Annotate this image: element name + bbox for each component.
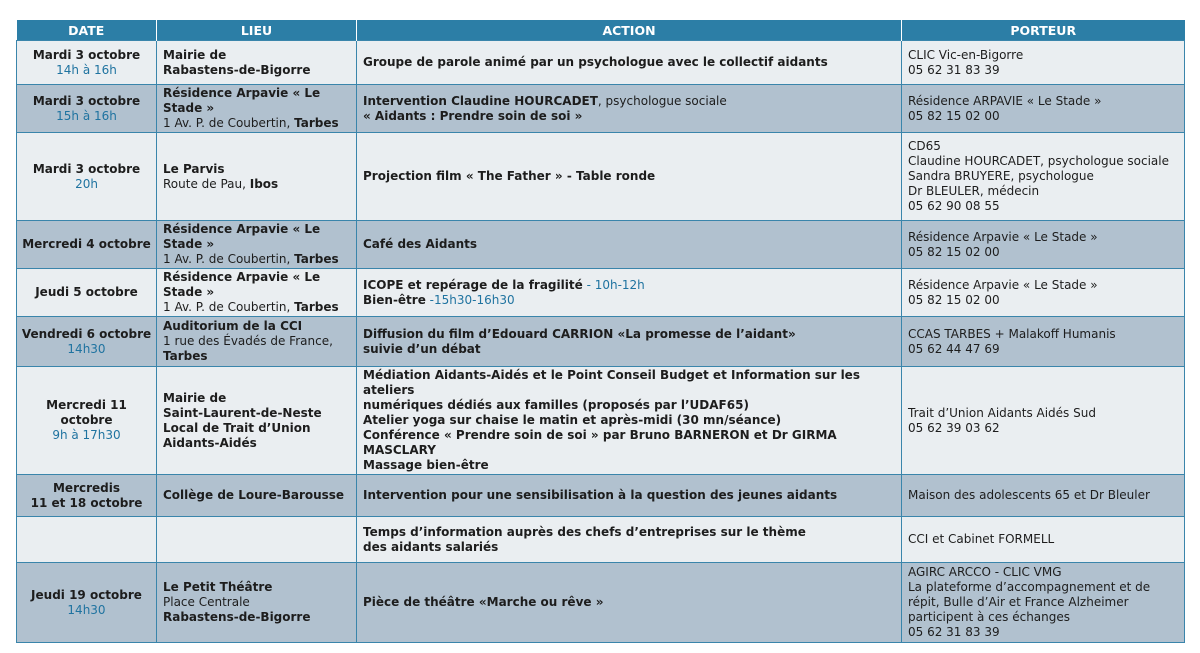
porteur-line: Résidence ARPAVIE « Le Stade »: [908, 93, 1102, 108]
action-text: numériques dédiés aux familles (proposés par l’UDAF65): [363, 398, 749, 412]
lieu-line: [163, 48, 350, 63]
action-line: [363, 413, 895, 428]
action-line: [363, 94, 895, 109]
table-row: [17, 367, 1185, 475]
action-line: [363, 109, 895, 124]
header-date: DATE: [17, 20, 157, 41]
action-text-normal: , psychologue sociale: [597, 93, 727, 108]
porteur-line: 05 82 15 02 00: [908, 108, 1000, 123]
table-header-row: [17, 20, 1185, 41]
lieu-text-bold: Tarbes: [294, 300, 339, 314]
action-line: [363, 428, 895, 458]
date-text: Mardi 3 octobre: [32, 161, 141, 176]
date-text: Mercredis: [52, 480, 120, 495]
lieu-line: [163, 270, 350, 300]
date-cell: [17, 269, 157, 317]
date-cell: [17, 317, 157, 367]
lieu-line: [163, 252, 350, 267]
porteur-line: 05 62 44 47 69: [908, 341, 1000, 356]
lieu-text-bold: Local de Trait d’Union: [163, 420, 311, 435]
date-cell: [17, 367, 157, 475]
porteur-line: Maison des adolescents 65 et Dr Bleuler: [908, 488, 1150, 502]
lieu-line: [163, 391, 350, 406]
time-text: 9h à 17h30: [52, 428, 121, 442]
action-line: [363, 525, 895, 540]
table-row: [17, 221, 1185, 269]
action-line: [363, 488, 895, 503]
porteur-cell: [902, 517, 1185, 563]
lieu-line: [163, 349, 350, 364]
date-cell: [17, 517, 157, 563]
lieu-text-bold: Tarbes: [294, 116, 339, 130]
action-text: Intervention Claudine HOURCADET: [363, 93, 598, 108]
porteur-cell: [902, 367, 1185, 475]
porteur-cell: [902, 317, 1185, 367]
lieu-text-bold: Ibos: [249, 176, 279, 191]
porteur-line: Dr BLEULER, médecin: [908, 184, 1040, 198]
action-cell: [357, 269, 902, 317]
porteur-cell: [902, 269, 1185, 317]
date-text: Vendredi 6 octobre: [21, 326, 152, 341]
action-cell: [357, 517, 902, 563]
action-line: [363, 458, 895, 473]
lieu-cell: [157, 367, 357, 475]
action-line: [363, 278, 895, 293]
action-text: Groupe de parole animé par un psychologue avec le collectif aidants: [363, 55, 828, 69]
table-row: [17, 41, 1185, 85]
action-line: [363, 368, 895, 398]
lieu-cell: [157, 85, 357, 133]
time-text: 14h30: [67, 341, 106, 356]
action-line: [363, 342, 895, 357]
action-text: Atelier yoga sur chaise le matin et après-midi (30 mn/séance): [363, 413, 782, 427]
porteur-line: 05 62 31 83 39: [908, 625, 1000, 639]
porteur-cell: [902, 563, 1185, 643]
lieu-cell: [157, 517, 357, 563]
porteur-line: AGIRC ARCCO - CLIC VMG: [908, 565, 1062, 579]
action-text: Pièce de théâtre «Marche ou rêve »: [363, 595, 604, 609]
porteur-cell: [902, 133, 1185, 221]
schedule-table: [16, 20, 1185, 643]
action-text: des aidants salariés: [363, 539, 499, 554]
porteur-line: Claudine HOURCADET, psychologue sociale: [908, 154, 1169, 168]
action-text: ICOPE et repérage de la fragilité: [363, 277, 583, 292]
lieu-line: [163, 319, 350, 334]
action-time: - 10h-12h: [582, 277, 645, 292]
porteur-cell: [902, 85, 1185, 133]
table-row: [17, 85, 1185, 133]
table-row: [17, 475, 1185, 517]
lieu-text: 1 Av. P. de Coubertin,: [163, 300, 295, 314]
lieu-line: [163, 488, 350, 503]
porteur-cell: [902, 475, 1185, 517]
lieu-line: [163, 406, 350, 421]
action-line: [363, 595, 895, 610]
date-cell: [17, 475, 157, 517]
lieu-text-bold: Résidence Arpavie « Le Stade »: [163, 222, 321, 251]
action-cell: [357, 133, 902, 221]
lieu-cell: [157, 41, 357, 85]
lieu-line: [163, 595, 350, 610]
action-cell: [357, 367, 902, 475]
lieu-line: [163, 162, 350, 177]
date-text: Mardi 3 octobre: [32, 47, 141, 62]
table-row: [17, 133, 1185, 221]
action-text: Massage bien-être: [363, 458, 489, 472]
action-text: Projection film « The Father » - Table ronde: [363, 169, 656, 183]
lieu-text: 1 Av. P. de Coubertin,: [163, 252, 295, 266]
lieu-line: [163, 116, 350, 131]
date-text: Mercredi 4 octobre: [22, 237, 151, 251]
action-text: Café des Aidants: [363, 237, 477, 251]
date-cell: [17, 85, 157, 133]
porteur-line: 05 62 31 83 39: [908, 62, 1000, 77]
schedule-table-wrapper: [16, 20, 1184, 643]
time-text: 15h à 16h: [56, 108, 117, 123]
lieu-text-bold: Résidence Arpavie « Le Stade »: [163, 270, 321, 299]
lieu-text-bold: Le Parvis: [163, 161, 225, 176]
lieu-cell: [157, 317, 357, 367]
date-cell: [17, 563, 157, 643]
table-row: [17, 517, 1185, 563]
porteur-line: 05 62 39 03 62: [908, 420, 1000, 435]
lieu-line: [163, 63, 350, 78]
header-lieu: LIEU: [157, 20, 357, 41]
action-cell: [357, 317, 902, 367]
action-text: Temps d’information auprès des chefs d’entreprises sur le thème: [363, 524, 806, 539]
lieu-cell: [157, 133, 357, 221]
porteur-line: La plateforme d’accompagnement et de: [908, 580, 1151, 594]
lieu-text-bold: Mairie de: [163, 47, 227, 62]
date-text: Mardi 3 octobre: [32, 93, 141, 108]
action-text: Diffusion du film d’Edouard CARRION «La promesse de l’aidant»: [363, 326, 796, 341]
lieu-cell: [157, 221, 357, 269]
table-row: [17, 563, 1185, 643]
porteur-cell: [902, 221, 1185, 269]
lieu-line: [163, 177, 350, 192]
lieu-line: [163, 222, 350, 252]
lieu-line: [163, 300, 350, 315]
action-cell: [357, 563, 902, 643]
lieu-text-bold: Résidence Arpavie « Le Stade »: [163, 86, 321, 115]
lieu-text-bold: Auditorium de la CCI: [163, 319, 303, 333]
porteur-line: CLIC Vic-en-Bigorre: [908, 47, 1024, 62]
action-cell: [357, 41, 902, 85]
date-text: Jeudi 19 octobre: [31, 587, 142, 602]
lieu-cell: [157, 563, 357, 643]
lieu-text-bold: Rabastens-de-Bigorre: [163, 62, 311, 77]
action-text: Bien-être: [363, 292, 426, 307]
lieu-text: 1 Av. P. de Coubertin,: [163, 116, 295, 130]
action-text: Médiation Aidants-Aidés et le Point Conseil Budget et Information sur les ateliers: [363, 368, 860, 397]
action-cell: [357, 221, 902, 269]
lieu-text-bold: Saint-Laurent-de-Neste: [163, 405, 322, 420]
lieu-text: Route de Pau,: [163, 176, 250, 191]
porteur-line: répit, Bulle d’Air et France Alzheimer: [908, 595, 1129, 609]
lieu-text-bold: Aidants-Aidés: [163, 435, 257, 450]
lieu-cell: [157, 475, 357, 517]
lieu-cell: [157, 269, 357, 317]
lieu-text-bold: Le Petit Théâtre: [163, 580, 273, 594]
lieu-line: [163, 334, 350, 349]
porteur-line: participent à ces échanges: [908, 610, 1071, 624]
time-text: 14h30: [67, 602, 106, 617]
porteur-line: CCI et Cabinet FORMELL: [908, 532, 1055, 546]
porteur-line: Résidence Arpavie « Le Stade »: [908, 229, 1098, 244]
porteur-line: 05 82 15 02 00: [908, 244, 1000, 259]
time-text: 14h à 16h: [56, 62, 117, 77]
table-row: [17, 317, 1185, 367]
lieu-text-bold: Tarbes: [163, 349, 208, 363]
lieu-line: [163, 436, 350, 451]
date-cell: [17, 41, 157, 85]
lieu-text-bold: Tarbes: [294, 252, 339, 266]
porteur-cell: [902, 41, 1185, 85]
lieu-text-bold: Rabastens-de-Bigorre: [163, 610, 311, 624]
header-action: ACTION: [357, 20, 902, 41]
action-text: suivie d’un débat: [363, 341, 481, 356]
lieu-text-bold: Mairie de: [163, 390, 227, 405]
date-cell: [17, 133, 157, 221]
action-line: [363, 327, 895, 342]
action-time: -15h30-16h30: [425, 292, 515, 307]
action-line: [363, 540, 895, 555]
lieu-text-bold: Collège de Loure-Barousse: [163, 488, 345, 502]
lieu-line: [163, 86, 350, 116]
time-text: 20h: [75, 176, 98, 191]
table-body: [17, 41, 1185, 643]
date-text: 11 et 18 octobre: [30, 495, 143, 510]
porteur-line: 05 62 90 08 55: [908, 199, 1000, 213]
action-line: [363, 398, 895, 413]
lieu-line: [163, 421, 350, 436]
action-line: [363, 169, 895, 184]
porteur-line: Sandra BRUYERE, psychologue: [908, 169, 1094, 183]
lieu-line: [163, 580, 350, 595]
header-porteur: PORTEUR: [902, 20, 1185, 41]
action-line: [363, 55, 895, 70]
porteur-line: CD65: [908, 139, 941, 153]
action-line: [363, 237, 895, 252]
porteur-line: Trait d’Union Aidants Aidés Sud: [908, 405, 1096, 420]
action-cell: [357, 85, 902, 133]
date-text: Mercredi 11 octobre: [46, 398, 127, 427]
porteur-line: CCAS TARBES + Malakoff Humanis: [908, 326, 1116, 341]
action-cell: [357, 475, 902, 517]
table-row: [17, 269, 1185, 317]
action-text: « Aidants : Prendre soin de soi »: [363, 108, 583, 123]
action-line: [363, 293, 895, 308]
action-text: Conférence « Prendre soin de soi » par Bruno BARNERON et Dr GIRMA MASCLARY: [363, 428, 837, 457]
date-cell: [17, 221, 157, 269]
lieu-text: Place Centrale: [163, 595, 250, 609]
action-text: Intervention pour une sensibilisation à la question des jeunes aidants: [363, 488, 838, 502]
porteur-line: Résidence Arpavie « Le Stade »: [908, 277, 1098, 292]
lieu-line: [163, 610, 350, 625]
porteur-line: 05 82 15 02 00: [908, 292, 1000, 307]
date-text: Jeudi 5 octobre: [35, 285, 138, 299]
lieu-text: 1 rue des Évadés de France,: [163, 334, 333, 348]
